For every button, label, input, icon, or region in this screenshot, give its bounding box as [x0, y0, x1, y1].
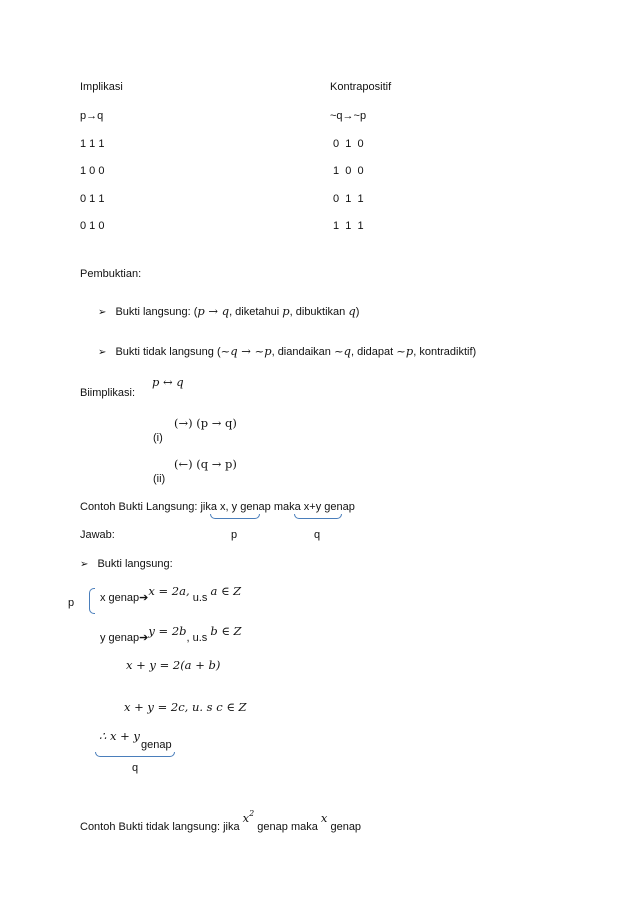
brace-p-underline — [210, 514, 260, 519]
table-row-left: 1 1 1 — [80, 138, 105, 150]
indirect-example-mid: genap maka — [254, 821, 321, 833]
table-row-left: 0 1 0 — [80, 220, 105, 232]
arrow-right-icon: ➔ — [139, 592, 149, 604]
arrow-bullet-icon: ➢ — [98, 307, 107, 318]
indirect-example-prefix: Contoh Bukti tidak langsung: jika — [80, 821, 243, 833]
table-row-right: 0 1 0 — [333, 138, 364, 150]
biimplikasi-step1-formula: (→) (p → q) — [174, 416, 237, 430]
sum-equation-2: x + y = 2c, u. s c ∈ Z — [124, 700, 247, 714]
indirect-example-exponent: 2 — [249, 809, 255, 818]
example-indirect-title — [80, 809, 362, 833]
table-row-left: 0 1 1 — [80, 193, 105, 205]
implication-formula: p→q — [80, 110, 104, 122]
direct-bullet-text: Bukti langsung: — [97, 558, 173, 570]
conclusion-word: genap — [141, 739, 172, 751]
direct-proof-item — [98, 304, 359, 318]
indirect-prefix: Bukti tidak langsung ( — [115, 346, 221, 358]
direct-mid1: , diketahui — [229, 306, 283, 318]
pembuktian-heading: Pembuktian: — [80, 268, 142, 280]
x-formula: x = 2a, — [148, 584, 190, 598]
sum-equation-1: x + y = 2(a + b) — [126, 658, 221, 672]
brace-q-underline — [294, 514, 342, 519]
y-formula: y = 2b — [148, 624, 187, 638]
indirect-suffix: , kontradiktif) — [413, 346, 477, 358]
biimplikasi-label: Biimplikasi: — [80, 387, 136, 399]
indirect-var1: ~q — [333, 344, 351, 358]
table-row-right: 1 1 1 — [333, 220, 364, 232]
indirect-example-var2: x — [320, 811, 328, 825]
brace-q-label: q — [314, 529, 321, 541]
arrow-bullet-icon: ➢ — [98, 347, 107, 358]
side-p-label: p — [68, 597, 75, 609]
answer-label: Jawab: — [80, 529, 115, 541]
indirect-formula: ~q → ~p — [220, 344, 272, 358]
biimplikasi-step2-label: (ii) — [153, 473, 166, 485]
y-label: y genap — [100, 632, 140, 644]
contrapositive-formula: ~q→~p — [330, 110, 367, 122]
direct-mid2: , dibuktikan — [289, 306, 349, 318]
indirect-example-var1: x — [242, 811, 250, 825]
indirect-var2: ~p — [396, 344, 414, 358]
biimplikasi-step2-formula: (←) (q → p) — [174, 457, 237, 471]
brace-p-label: p — [231, 529, 238, 541]
conclusion-underbrace — [95, 752, 175, 757]
indirect-proof-item — [98, 344, 476, 358]
table-row-right: 0 1 1 — [333, 193, 364, 205]
x-us: u.s — [189, 592, 211, 604]
x-even-line — [100, 584, 242, 604]
y-even-line — [100, 624, 242, 644]
example-direct-title: Contoh Bukti Langsung: jika x, y genap maka x+y genap — [80, 501, 355, 513]
arrow-bullet-icon: ➢ — [80, 559, 89, 570]
indirect-mid1: , diandaikan — [271, 346, 334, 358]
direct-suffix: ) — [355, 306, 360, 318]
conclusion-q-label: q — [132, 762, 139, 774]
direct-prefix: Bukti langsung: ( — [115, 306, 198, 318]
table-row-left: 1 0 0 — [80, 165, 105, 177]
y-set: b ∈ Z — [210, 624, 242, 638]
direct-bullet-item — [80, 558, 173, 570]
indirect-mid2: , didapat — [350, 346, 397, 358]
biimplikasi-step1-label: (i) — [153, 432, 163, 444]
indirect-example-suffix: genap — [327, 821, 362, 833]
implication-header: Implikasi — [80, 81, 123, 93]
direct-formula: p → q — [197, 304, 230, 318]
x-label: x genap — [100, 592, 140, 604]
conclusion-formula: ∴ x + y — [99, 729, 140, 743]
table-row-right: 1 0 0 — [333, 165, 364, 177]
contrapositive-header: Kontrapositif — [330, 81, 392, 93]
direct-var2: q — [348, 304, 356, 318]
y-us: , u.s — [186, 632, 211, 644]
x-set: a ∈ Z — [210, 584, 242, 598]
left-brace — [89, 588, 95, 614]
direct-var1: p — [282, 304, 290, 318]
biimplikasi-formula: p ↔ q — [152, 375, 184, 389]
arrow-right-icon: ➔ — [139, 632, 149, 644]
